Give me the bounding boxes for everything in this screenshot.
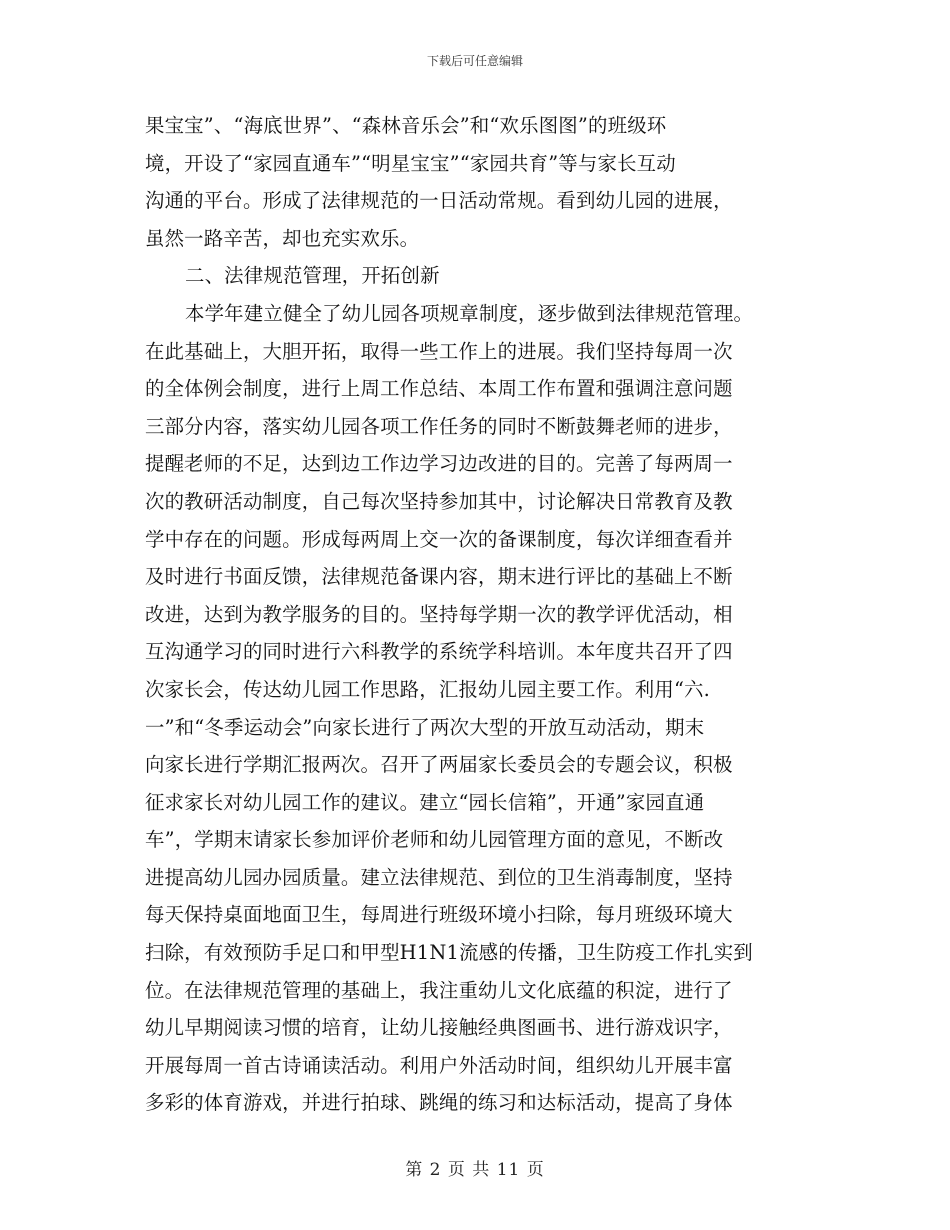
text-line: 学中存在的问题。形成每两周上交一次的备课制度，每次详细查看并 — [145, 527, 733, 551]
text-line: 及时进行书面反馈，法律规范备课内容，期末进行评比的基础上不断 — [145, 565, 733, 589]
text-line: 境，开设了“家园直通车”“明星宝宝”“家园共育”等与家长互动 — [145, 151, 676, 175]
text-line: 在此基础上，大胆开拓，取得一些工作上的进展。我们坚持每周一次 — [145, 339, 733, 363]
text-line: 征求家长对幼儿园工作的建议。建立“园长信箱”，开通”家园直通 — [145, 790, 705, 814]
text-line: 每天保持桌面地面卫生，每周进行班级环境小扫除，每月班级环境大 — [145, 903, 733, 927]
text-line: 次的教研活动制度，自己每次坚持参加其中，讨论解决日常教育及教 — [145, 489, 733, 513]
page-header-note: 下载后可任意编辑 — [426, 54, 523, 68]
text-line: 三部分内容，落实幼儿园各项工作任务的同时不断鼓舞老师的进步， — [145, 414, 733, 438]
paragraph-start: 本学年建立健全了幼儿园各项规章制度，逐步做到法律规范管理。 — [185, 301, 754, 325]
text-line: 车”，学期末请家长参加评价老师和幼儿园管理方面的意见，不断改 — [145, 828, 724, 852]
text-line: 虽然一路辛苦，却也充实欢乐。 — [145, 226, 420, 250]
text-line: 向家长进行学期汇报两次。召开了两届家长委员会的专题会议，积极 — [145, 753, 733, 777]
text-line: 改进，达到为教学服务的目的。坚持每学期一次的教学评优活动，相 — [145, 602, 733, 626]
text-line: 幼儿早期阅读习惯的培育，让幼儿接触经典图画书、进行游戏识字， — [145, 1016, 733, 1040]
text-line: 多彩的体育游戏，并进行拍球、跳绳的练习和达标活动，提高了身体 — [145, 1091, 733, 1115]
text-line: 次家长会，传达幼儿园工作思路，汇报幼儿园主要工作。利用“六. — [145, 677, 711, 701]
text-line: 沟通的平台。形成了法律规范的一日活动常规。看到幼儿园的进展， — [145, 189, 733, 213]
text-line: 互沟通学习的同时进行六科教学的系统学科培训。本年度共召开了四 — [145, 640, 733, 664]
text-line: 开展每周一首古诗诵读活动。利用户外活动时间，组织幼儿开展丰富 — [145, 1053, 733, 1077]
section-heading: 二、法律规范管理，开拓创新 — [185, 264, 440, 288]
text-line: 提醒老师的不足，达到边工作边学习边改进的目的。完善了每两周一 — [145, 452, 733, 476]
text-line: 扫除，有效预防手足口和甲型H1N1流感的传播，卫生防疫工作扎实到 — [145, 941, 753, 965]
text-line: 的全体例会制度，进行上周工作总结、本周工作布置和强调注意问题 — [145, 377, 733, 401]
document-body — [145, 107, 810, 1122]
text-line: 一”和“冬季运动会”向家长进行了两次大型的开放互动活动，期末 — [145, 715, 705, 739]
text-line: 位。在法律规范管理的基础上，我注重幼儿文化底蕴的积淀，进行了 — [145, 978, 733, 1002]
text-line: 果宝宝”、“海底世界”、“森林音乐会”和“欢乐图图”的班级环 — [145, 114, 667, 137]
page-number: 第 2 页 共 11 页 — [405, 1160, 545, 1180]
text-line: 进提高幼儿园办园质量。建立法律规范、到位的卫生消毒制度，坚持 — [145, 865, 733, 889]
